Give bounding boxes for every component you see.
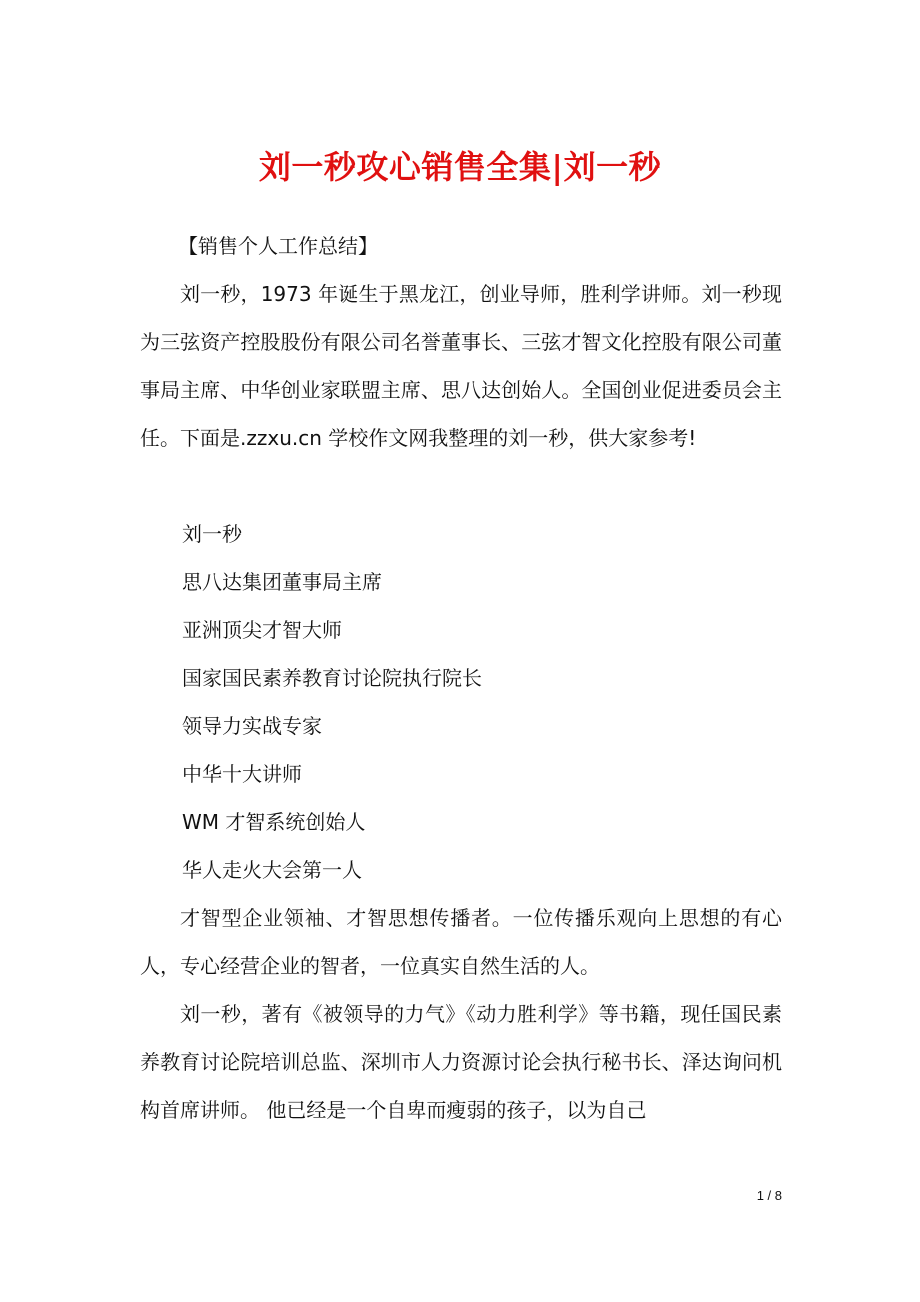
page-number: 1 / 8 [756,1188,782,1203]
title-line: 中华十大讲师 [182,762,302,786]
title-line: 华人走火大会第一人 [182,858,362,882]
section-heading: 【销售个人工作总结】 [178,234,378,258]
title-line: 国家国民素养教育讨论院执行院长 [182,666,482,690]
title-line: 领导力实战专家 [182,714,322,738]
title-line: 亚洲顶尖才智大师 [182,618,342,642]
title-line: 刘一秒 [182,522,242,546]
body-paragraph: 刘一秒，著有《被领导的力气》《动力胜利学》等书籍，现任国民素养教育讨论院培训总监、深圳市人力资源讨论会执行秘书长、泽达询问机构首席讲师。 他已经是一个自卑而瘦弱的孩子，以为自己 [140,1002,782,1122]
document-body [140,222,782,1134]
document-title: 刘一秒攻心销售全集|刘一秒 [258,148,662,186]
title-line: WM 才智系统创始人 [182,810,366,834]
title-line: 思八达集团董事局主席 [182,570,382,594]
intro-paragraph: 刘一秒，1973 年诞生于黑龙江，创业导师，胜利学讲师。刘一秒现为三弦资产控股股份有限公司名誉董事长、三弦才智文化控股有限公司董事局主席、中华创业家联盟主席、思八达创始人。全国创业促进委员会主任。下面是.zzxu.cn 学校作文网我整理的刘一秒，供大家参考! [140,282,782,450]
body-paragraph: 才智型企业领袖、才智思想传播者。一位传播乐观向上思想的有心人，专心经营企业的智者，一位真实自然生活的人。 [140,906,782,978]
blank-line [140,462,782,510]
